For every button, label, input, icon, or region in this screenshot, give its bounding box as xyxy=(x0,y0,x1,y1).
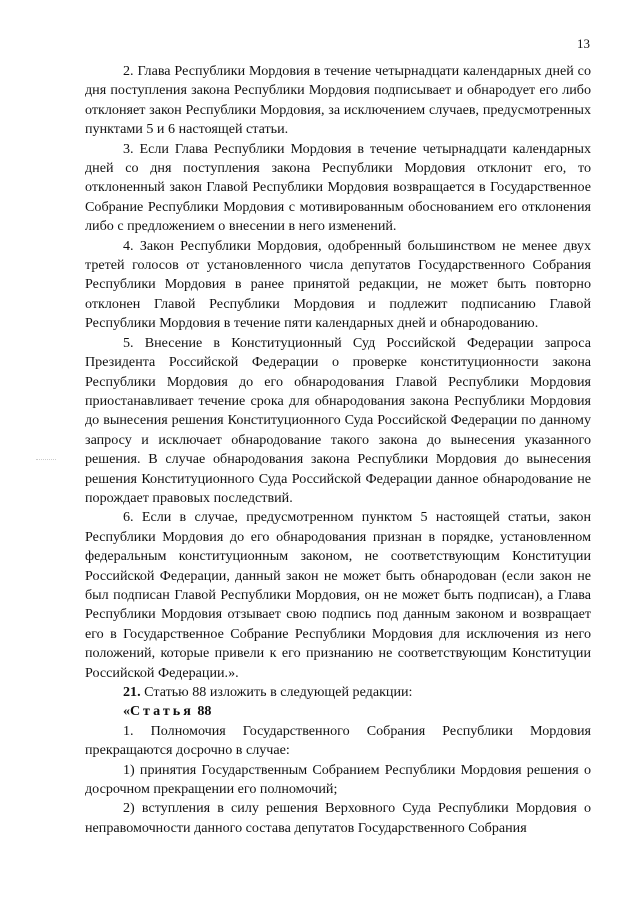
article-subitem-1: 1) принятия Государственным Собранием Республики Мордовия решения о досрочном прекращении его полномочий; xyxy=(85,761,591,798)
scan-artifact xyxy=(36,459,56,461)
article-paragraph-1: 1. Полномочия Государственного Собрания Республики Мордовия прекращаются досрочно в случае: xyxy=(85,722,591,759)
article-word: Статья xyxy=(130,703,194,720)
article-heading xyxy=(85,702,591,721)
paragraph-3: 3. Если Глава Республики Мордовия в течение четырнадцати календарных дней со дня поступления закона Республики Мордовия отклонит его, то отклоненный закон Главой Республики Мордовия возвращается в Государственное Собрание Республики Мордовия с мотивированным обоснованием его отклонения либо с предложением о внесении в него изменений. xyxy=(85,140,591,235)
article-open-quote: « xyxy=(123,703,131,720)
item-21 xyxy=(85,683,591,702)
article-number: 88 xyxy=(193,703,212,720)
document-body xyxy=(85,62,591,838)
item-21-number: 21. xyxy=(123,684,141,700)
article-subitem-2: 2) вступления в силу решения Верховного Суда Республики Мордовия о неправомочности данного состава депутатов Государственного Собрания xyxy=(85,800,591,836)
item-21-text: Статью 88 изложить в следующей редакции: xyxy=(140,684,413,700)
page-number: 13 xyxy=(577,36,590,51)
paragraph-5: 5. Внесение в Конституционный Суд Российской Федерации запроса Президента Российской Федерации о проверке конституционности закона Республики Мордовия до его обнародования Главой Республики Мордовия приостанавливает течение срока для обнародования закона Республики Мордовия до вынесения решения Конституционного Суда Российской Федерации по данному запросу и исключает обнародование такого закона до вынесения указанного решения. В случае обнародования закона Республики Мордовия до вынесения решения Конституционного Суда Российской Федерации данное обнародование не порождает правовых последствий. xyxy=(85,334,591,506)
paragraph-2: 2. Глава Республики Мордовия в течение четырнадцати календарных дней со дня поступления закона Республики Мордовия подписывает и обнародует его либо отклоняет закон Республики Мордовия, за исключением случаев, предусмотренных пунктами 5 и 6 настоящей статьи. xyxy=(85,63,591,138)
paragraph-4: 4. Закон Республики Мордовия, одобренный большинством не менее двух третей голосов от установленного числа депутатов Государственного Собрания Республики Мордовия в ранее принятой редакции, не может быть повторно отклонен Главой Республики Мордовия и подлежит подписанию Главой Республики Мордовия в течение пяти календарных дней и обнародованию. xyxy=(85,237,591,332)
paragraph-6: 6. Если в случае, предусмотренном пунктом 5 настоящей статьи, закон Республики Мордовия до его обнародования признан в порядке, установленном федеральным конституционным законом, не соответствующим Конституции Российской Федерации, данный закон не может быть обнародован (если закон не был подписан Главой Республики Мордовия, он не может быть подписан), а Глава Республики Мордовия отзывает свою подпись под данным законом и возвращает его в Государственное Собрание Республики Мордовия для исключения из него положений, которые привели к его признанию не соответствующим Конституции Российской Федерации.». xyxy=(85,509,591,681)
